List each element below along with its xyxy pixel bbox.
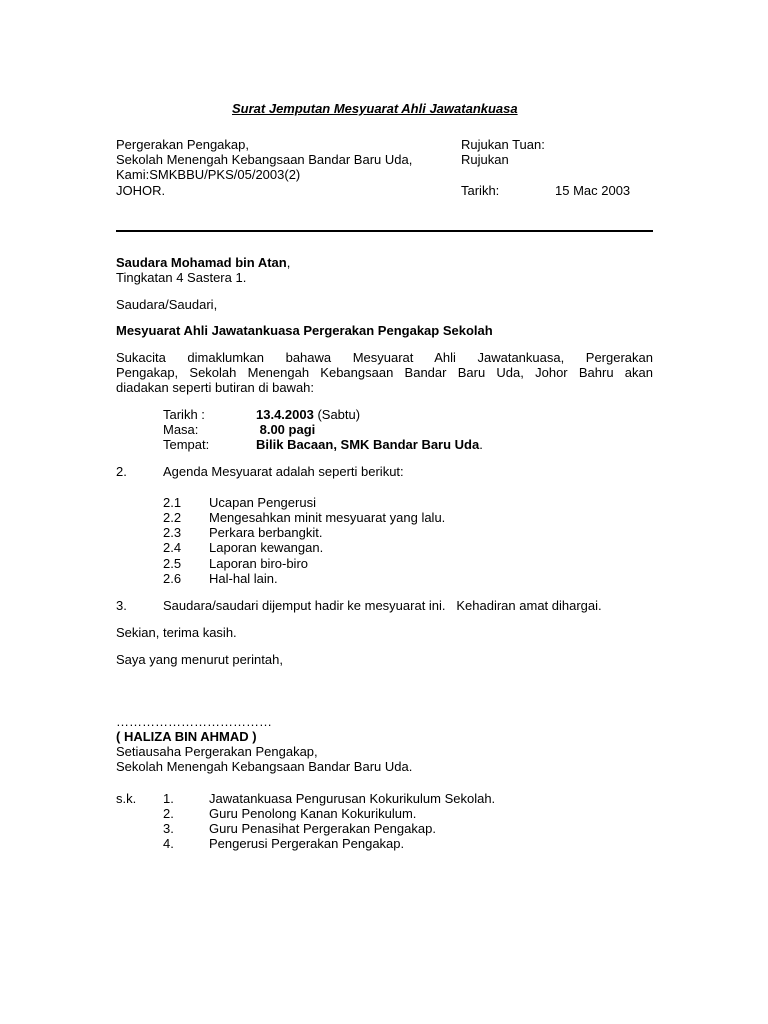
agenda-item-text: Ucapan Pengerusi bbox=[209, 495, 316, 510]
agenda-item-text: Perkara berbangkit. bbox=[209, 525, 323, 540]
detail-tarikh-value: 13.4.2003 bbox=[256, 407, 314, 422]
detail-tempat-value: Bilik Bacaan, SMK Bandar Baru Uda bbox=[256, 437, 480, 452]
agenda-item-text: Laporan kewangan. bbox=[209, 540, 324, 555]
detail-tempat bbox=[256, 437, 483, 452]
closing-thanks: Sekian, terima kasih. bbox=[116, 625, 237, 640]
sender-line-2: Sekolah Menengah Kebangsaan Bandar Baru Uda, bbox=[116, 152, 413, 167]
cc-item-text: Guru Penolong Kanan Kokurikulum. bbox=[209, 806, 417, 821]
agenda-item-num: 2.1 bbox=[163, 495, 182, 510]
detail-tarikh-label: Tarikh : bbox=[163, 407, 205, 422]
sender-line-3: Kami:SMKBBU/PKS/05/2003(2) bbox=[116, 167, 301, 182]
intro-line-1: Sukacita dimaklumkan bahawa Mesyuarat Ahli Jawatankuasa, Pergerakan bbox=[116, 350, 653, 365]
recipient-class: Tingkatan 4 Sastera 1. bbox=[116, 270, 247, 285]
salutation: Saudara/Saudari, bbox=[116, 297, 218, 312]
recipient-name-suffix: , bbox=[286, 255, 291, 270]
letter-title: Surat Jemputan Mesyuarat Ahli Jawatankuasa bbox=[232, 101, 518, 116]
header-divider bbox=[116, 230, 653, 232]
tarikh-label: Tarikh: bbox=[461, 183, 500, 198]
agenda-item-num: 2.2 bbox=[163, 510, 182, 525]
signatory-school: Sekolah Menengah Kebangsaan Bandar Baru Uda. bbox=[116, 759, 413, 774]
agenda-item-num: 2.6 bbox=[163, 571, 182, 586]
tarikh-value: 15 Mac 2003 bbox=[555, 183, 631, 198]
cc-item-num: 4. bbox=[163, 836, 174, 851]
recipient-name-line bbox=[116, 255, 290, 270]
detail-masa-label: Masa: bbox=[163, 422, 199, 437]
detail-tarikh-note: (Sabtu) bbox=[313, 407, 361, 422]
invite-text: Saudara/saudari dijemput hadir ke mesyuarat ini. Kehadiran amat dihargai. bbox=[163, 598, 602, 613]
detail-tarikh bbox=[256, 407, 360, 422]
detail-masa-value: 8.00 pagi bbox=[256, 422, 316, 437]
agenda-item-text: Hal-hal lain. bbox=[209, 571, 278, 586]
cc-item-text: Pengerusi Pergerakan Pengakap. bbox=[209, 836, 405, 851]
sender-line-4: JOHOR. bbox=[116, 183, 166, 198]
cc-item-num: 1. bbox=[163, 791, 174, 806]
cc-label: s.k. bbox=[116, 791, 137, 806]
agenda-item-text: Mengesahkan minit mesyuarat yang lalu. bbox=[209, 510, 446, 525]
invite-number: 3. bbox=[116, 598, 127, 613]
cc-item-num: 3. bbox=[163, 821, 174, 836]
agenda-item-text: Laporan biro-biro bbox=[209, 556, 309, 571]
intro-line-2: Pengakap, Sekolah Menengah Kebangsaan Bandar Baru Uda, Johor Bahru akan bbox=[116, 365, 653, 380]
closing-signoff: Saya yang menurut perintah, bbox=[116, 652, 283, 667]
sender-line-1: Pergerakan Pengakap, bbox=[116, 137, 249, 152]
agenda-item-num: 2.3 bbox=[163, 525, 182, 540]
recipient-name: Saudara Mohamad bin Atan bbox=[116, 255, 287, 270]
rujukan-label: Rujukan bbox=[461, 152, 509, 167]
intro-line-3: diadakan seperti butiran di bawah: bbox=[116, 380, 315, 395]
signature-dots: ……………………………… bbox=[116, 714, 272, 729]
agenda-item-num: 2.5 bbox=[163, 556, 182, 571]
cc-item-text: Jawatankuasa Pengurusan Kokurikulum Sekolah. bbox=[209, 791, 496, 806]
subject-line: Mesyuarat Ahli Jawatankuasa Pergerakan Pengakap Sekolah bbox=[116, 323, 493, 338]
agenda-item-num: 2.4 bbox=[163, 540, 182, 555]
agenda-number: 2. bbox=[116, 464, 127, 479]
signatory-position: Setiausaha Pergerakan Pengakap, bbox=[116, 744, 318, 759]
signatory-name: ( HALIZA BIN AHMAD ) bbox=[116, 729, 257, 744]
intro-paragraph bbox=[116, 350, 653, 395]
agenda-intro: Agenda Mesyuarat adalah seperti berikut: bbox=[163, 464, 404, 479]
rujukan-tuan-label: Rujukan Tuan: bbox=[461, 137, 545, 152]
cc-item-num: 2. bbox=[163, 806, 174, 821]
cc-item-text: Guru Penasihat Pergerakan Pengakap. bbox=[209, 821, 436, 836]
detail-tempat-suffix: . bbox=[479, 437, 483, 452]
detail-tempat-label: Tempat: bbox=[163, 437, 210, 452]
